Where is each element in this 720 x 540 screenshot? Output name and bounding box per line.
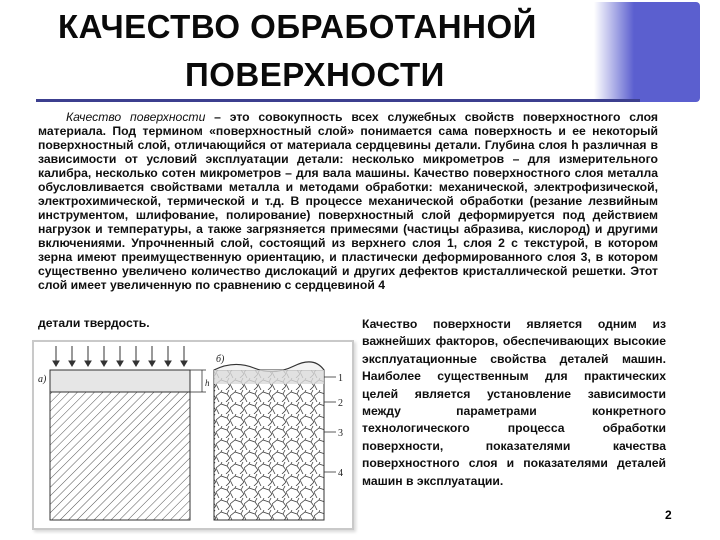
layer-number-1: 1 — [338, 373, 343, 384]
label-h: h — [205, 378, 210, 388]
label-a: а) — [38, 374, 47, 385]
definition-paragraph-tail: детали твердость. — [38, 316, 150, 330]
load-arrows — [53, 346, 187, 366]
layer-number-2: 2 — [338, 398, 343, 409]
title-accent-bar — [612, 2, 700, 102]
title-underline — [36, 99, 640, 102]
page-number: 2 — [665, 508, 672, 522]
surface-layer — [50, 370, 190, 392]
definition-body-text: – это совокупность всех служебных свойств поверхностного слоя материала. Под термином «поверхностный слой» понимается сама поверхность и ее некоторый поверхностный слой, отличающийся от материала сердцевины детали. Глубина слоя h различная в зависимости от условий эксплуатации детали: несколько микрометров – для измерительного калибра, несколько сотен микрометров – для вала машины. Качество поверхностного слоя металла обусловливается свойствами металла и методами обработки: механической, электрофизической, электрохимической, термической и т.д. В процессе механической обработки (резание лезвийным инструментом, шлифование, полирование) поверхностный слой деформируется под действием нагрузок и температуры, а также загрязняется примесями (частицы абразива, кислород) и другими включениями. Упрочненный слой, состоящий из верхнего слоя 1, слоя 2 с текстурой, в котором зерна имеют преимущественную ориентацию, и пластически деформированного слоя 3, в котором существенно увеличено количество дислокаций и других дефектов кристаллической решетки. Этот слой имеет увеличенную по сравнению с сердцевиной 4 — [38, 110, 658, 292]
slide-title-line-1: КАЧЕСТВО ОБРАБОТАННОЙ — [58, 8, 537, 45]
layer-number-4: 4 — [338, 468, 343, 479]
surface-layer-diagram — [34, 342, 352, 528]
definition-paragraph — [38, 110, 658, 292]
importance-paragraph: Качество поверхности является одним из важнейших факторов, обеспечивающих высокие эксплуатационные свойства деталей машин. Наиболее существенным для практических целей является установление зависимости между параметрами конкретного технологического процесса обработки поверхности, показателями качества поверхностного слоя и показателями деталей машин в эксплуатации. — [362, 317, 666, 488]
definition-lead-term: Качество поверхности — [66, 110, 206, 124]
grain-structure — [214, 370, 324, 520]
label-b: б) — [216, 354, 225, 365]
surface-layer-figure — [32, 340, 354, 530]
slide-title-line-2: ПОВЕРХНОСТИ — [185, 56, 445, 93]
layer-number-3: 3 — [338, 428, 343, 439]
